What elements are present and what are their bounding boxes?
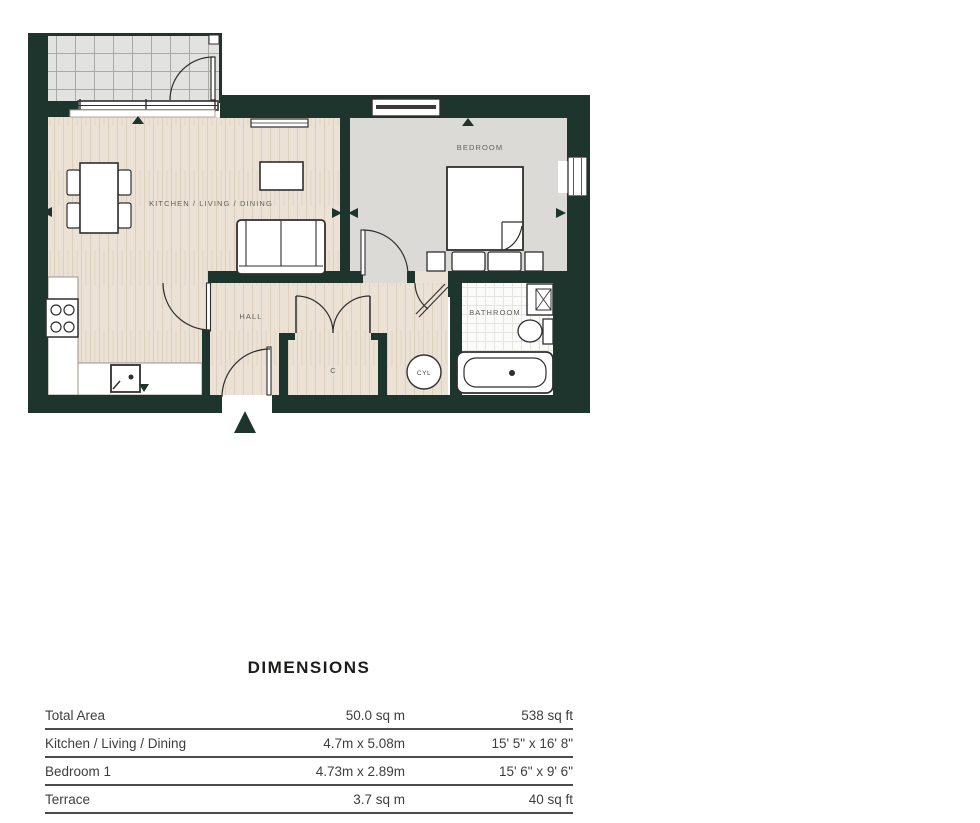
- bathtub: [457, 352, 553, 393]
- row-metric: 3.7 sq m: [353, 792, 405, 807]
- toilet: [518, 319, 553, 344]
- bathroom-doorway: [415, 271, 448, 283]
- row-name: Total Area: [45, 708, 106, 723]
- row-name: Kitchen / Living / Dining: [45, 736, 187, 751]
- floorplan-drawing: [0, 0, 620, 450]
- table-row: [45, 786, 573, 814]
- bed: [447, 167, 523, 271]
- entrance-arrow-icon: [234, 411, 256, 433]
- terrace-door-leaf: [211, 57, 215, 100]
- cylinder-cupboard: [407, 355, 441, 389]
- kitchen-floor: [78, 277, 208, 363]
- row-metric: 50.0 sq m: [345, 708, 405, 723]
- dimensions-title: DIMENSIONS: [247, 658, 371, 677]
- radiator: [251, 119, 308, 127]
- table-row: [45, 702, 573, 730]
- floorplan: [0, 0, 620, 450]
- living-window: [70, 99, 218, 117]
- row-metric: 4.73m x 2.89m: [315, 764, 405, 779]
- bathroom-label: BATHROOM: [469, 308, 521, 317]
- coffee-table: [260, 162, 303, 190]
- cupboard-label: C: [330, 366, 336, 375]
- bathroom-basin: [527, 284, 553, 315]
- cyl-label: CYL: [416, 370, 432, 377]
- row-imperial: 15' 6" x 9' 6": [498, 764, 573, 779]
- bedroom-top-window: [372, 99, 440, 116]
- bedside-table-left: [427, 252, 445, 271]
- table-row: [45, 758, 573, 786]
- kitchen-living-dining-label: KITCHEN / LIVING / DINING: [149, 199, 273, 208]
- terrace-corner-post: [209, 35, 219, 44]
- bedroom-label: BEDROOM: [456, 143, 504, 152]
- row-name: Bedroom 1: [45, 764, 112, 779]
- row-metric: 4.7m x 5.08m: [323, 736, 405, 751]
- hall-label: HALL: [239, 312, 263, 321]
- bedside-table-right: [525, 252, 543, 271]
- sofa: [237, 220, 325, 274]
- bedroom-right-window: [558, 157, 587, 196]
- row-imperial: 15' 5" x 16' 8": [491, 736, 573, 751]
- terrace-floor: [48, 35, 220, 103]
- bedroom-doorway: [363, 271, 407, 283]
- terrace-edge-top: [48, 33, 222, 36]
- row-imperial: 40 sq ft: [528, 792, 573, 807]
- row-imperial: 538 sq ft: [521, 708, 573, 723]
- dimensions-table: [45, 658, 573, 814]
- row-name: Terrace: [45, 792, 91, 807]
- table-row: [45, 730, 573, 758]
- hob: [46, 299, 78, 337]
